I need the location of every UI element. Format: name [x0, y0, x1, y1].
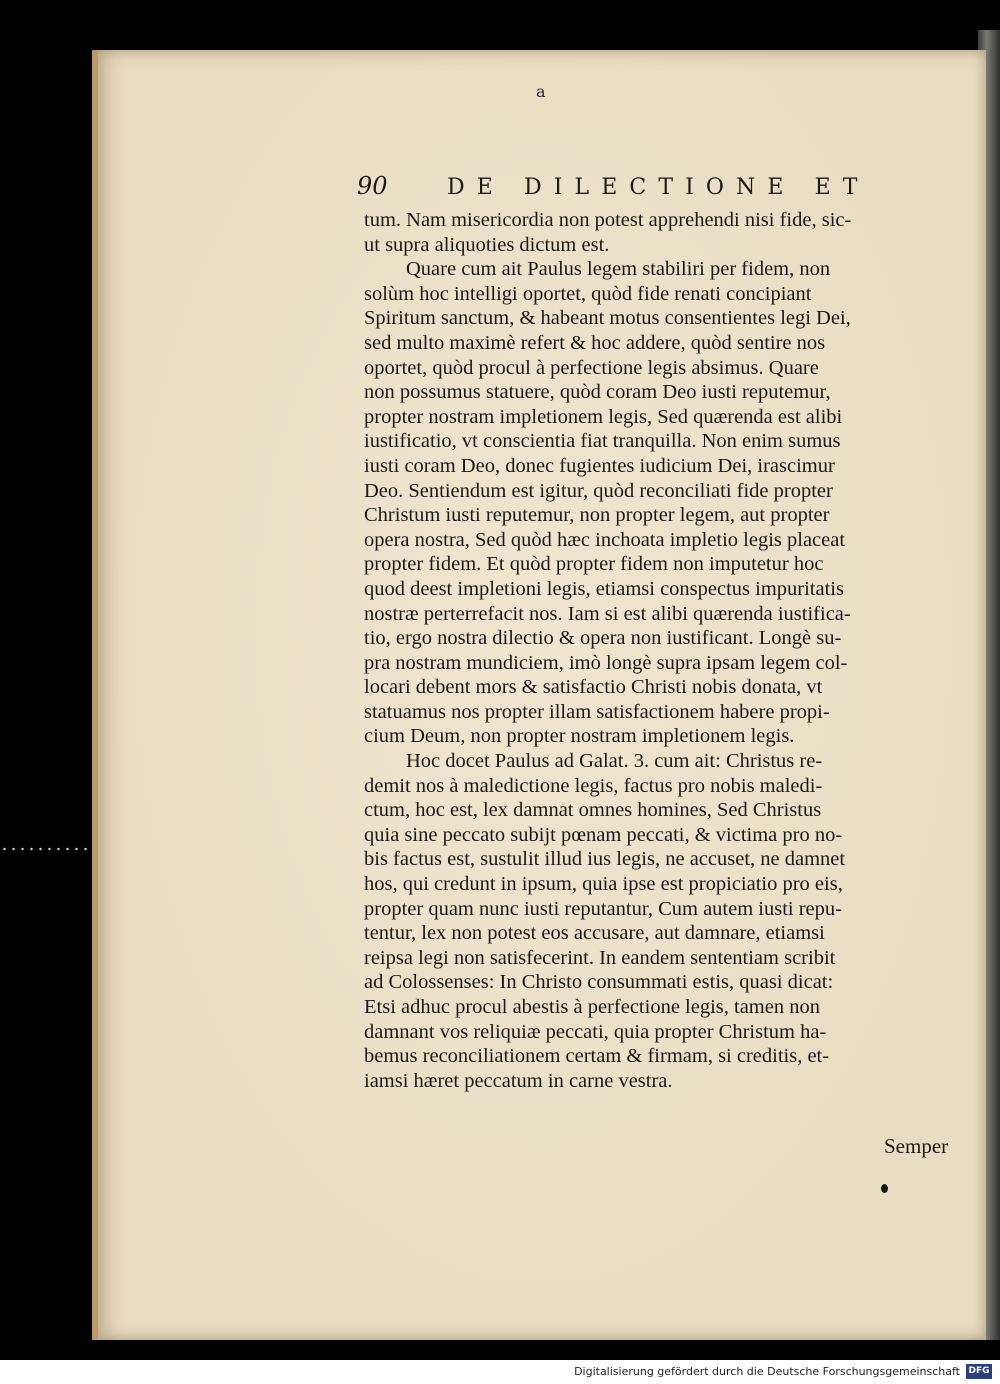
- text-line: bemus reconciliationem certam & firmam, si creditis, et-: [364, 1045, 830, 1068]
- text-line: cium Deum, non propter nostram impletionem legis.: [364, 725, 795, 748]
- running-title: DE DILECTIONE ET: [447, 175, 870, 200]
- text-line: Etsi adhuc procul abestis à perfectione legis, tamen non: [364, 996, 820, 1018]
- page-number: 90: [357, 172, 388, 200]
- scan-artifact: [0, 845, 92, 853]
- text-line: ut supra aliquoties dictum est.: [364, 233, 610, 256]
- text-line: propter fidem. Et quòd propter fidem non imputetur hoc: [364, 553, 824, 576]
- footer-credit: Digitalisierung gefördert durch die Deutsche Forschungsgemeinschaft: [574, 1365, 960, 1378]
- text-line: propter quam nunc iusti reputantur, Cum autem iusti repu-: [364, 897, 842, 920]
- text-line: bis factus est, sustulit illud ius legis, ne accuset, ne damnet: [364, 848, 846, 871]
- text-line: locari debent mors & satisfactio Christi nobis donata, vt: [364, 676, 823, 699]
- text-line: non possumus statuere, quòd coram Deo iusti reputemur,: [364, 381, 831, 404]
- text-line: tio, ergo nostra dilectio & opera non iustificant. Longè su-: [364, 627, 842, 650]
- text-line: statuamus nos propter illam satisfactionem habere propi-: [364, 700, 830, 723]
- text-line: solùm hoc intelligi oportet, quòd fide renati concipiant: [364, 282, 812, 305]
- dfg-logo: DFG: [966, 1364, 992, 1379]
- text-line: damnant vos reliquiæ peccati, quia propter Christum ha-: [364, 1020, 827, 1043]
- text-line: sed multo maximè refert & hoc addere, quòd sentire nos: [364, 331, 826, 354]
- catchword: Semper: [884, 1134, 949, 1158]
- signature-mark: a: [536, 82, 546, 101]
- ink-dot: [881, 1184, 888, 1193]
- text-line: demit nos à maledictione legis, factus pro nobis maledi-: [364, 774, 823, 797]
- text-line: oportet, quòd procul à perfectione legis absimus. Quare: [364, 356, 819, 379]
- text-line: ctum, hoc est, lex damnat omnes homines, Sed Christus: [364, 799, 822, 822]
- text-line: hos, qui credunt in ipsum, quia ipse est propiciatio pro eis,: [364, 873, 843, 896]
- text-line: quia sine peccato subijt pœnam peccati, & victima pro no-: [364, 823, 843, 846]
- text-line: Spiritum sanctum, & habeant motus consentientes legi Dei,: [364, 307, 851, 330]
- footer-bar: [0, 1360, 1000, 1384]
- text-line: propter nostram impletionem legis, Sed quærenda est alibi: [364, 405, 843, 428]
- text-line: Deo. Sentiendum est igitur, quòd reconciliati fide propter: [364, 479, 833, 502]
- text-line: ad Colossenses: In Christo consummati estis, quasi dicat:: [364, 971, 834, 994]
- text-line: iusti coram Deo, donec fugientes iudicium Dei, irascimur: [364, 454, 835, 477]
- text-line: quod deest impletioni legis, etiamsi conspectus impuritatis: [364, 577, 844, 600]
- text-line: tum. Nam misericordia non potest apprehendi nisi fide, sic-: [364, 209, 852, 231]
- text-line: iamsi hæret peccatum in carne vestra.: [364, 1069, 673, 1092]
- text-line: nostræ perterrefacit nos. Iam si est alibi quærenda iustifica-: [364, 602, 851, 625]
- text-line: pra nostram mundiciem, imò longè supra ipsam legem col-: [364, 651, 848, 674]
- body-text: [364, 208, 974, 1093]
- text-line: Quare cum ait Paulus legem stabiliri per fidem, non: [406, 258, 831, 281]
- text-line: iustificatio, vt conscientia fiat tranquilla. Non enim sumus: [364, 430, 841, 453]
- text-line: opera nostra, Sed quòd hæc inchoata impletio legis placeat: [364, 528, 846, 551]
- text-line: Hoc docet Paulus ad Galat. 3. cum ait: Christus re-: [406, 750, 823, 773]
- text-line: reipsa legi non satisfecerint. In eandem sententiam scribit: [364, 946, 836, 969]
- text-line: Christum iusti reputemur, non propter legem, aut propter: [364, 504, 830, 527]
- running-head: [357, 172, 877, 202]
- text-line: tentur, lex non potest eos accusare, aut damnare, etiamsi: [364, 922, 825, 945]
